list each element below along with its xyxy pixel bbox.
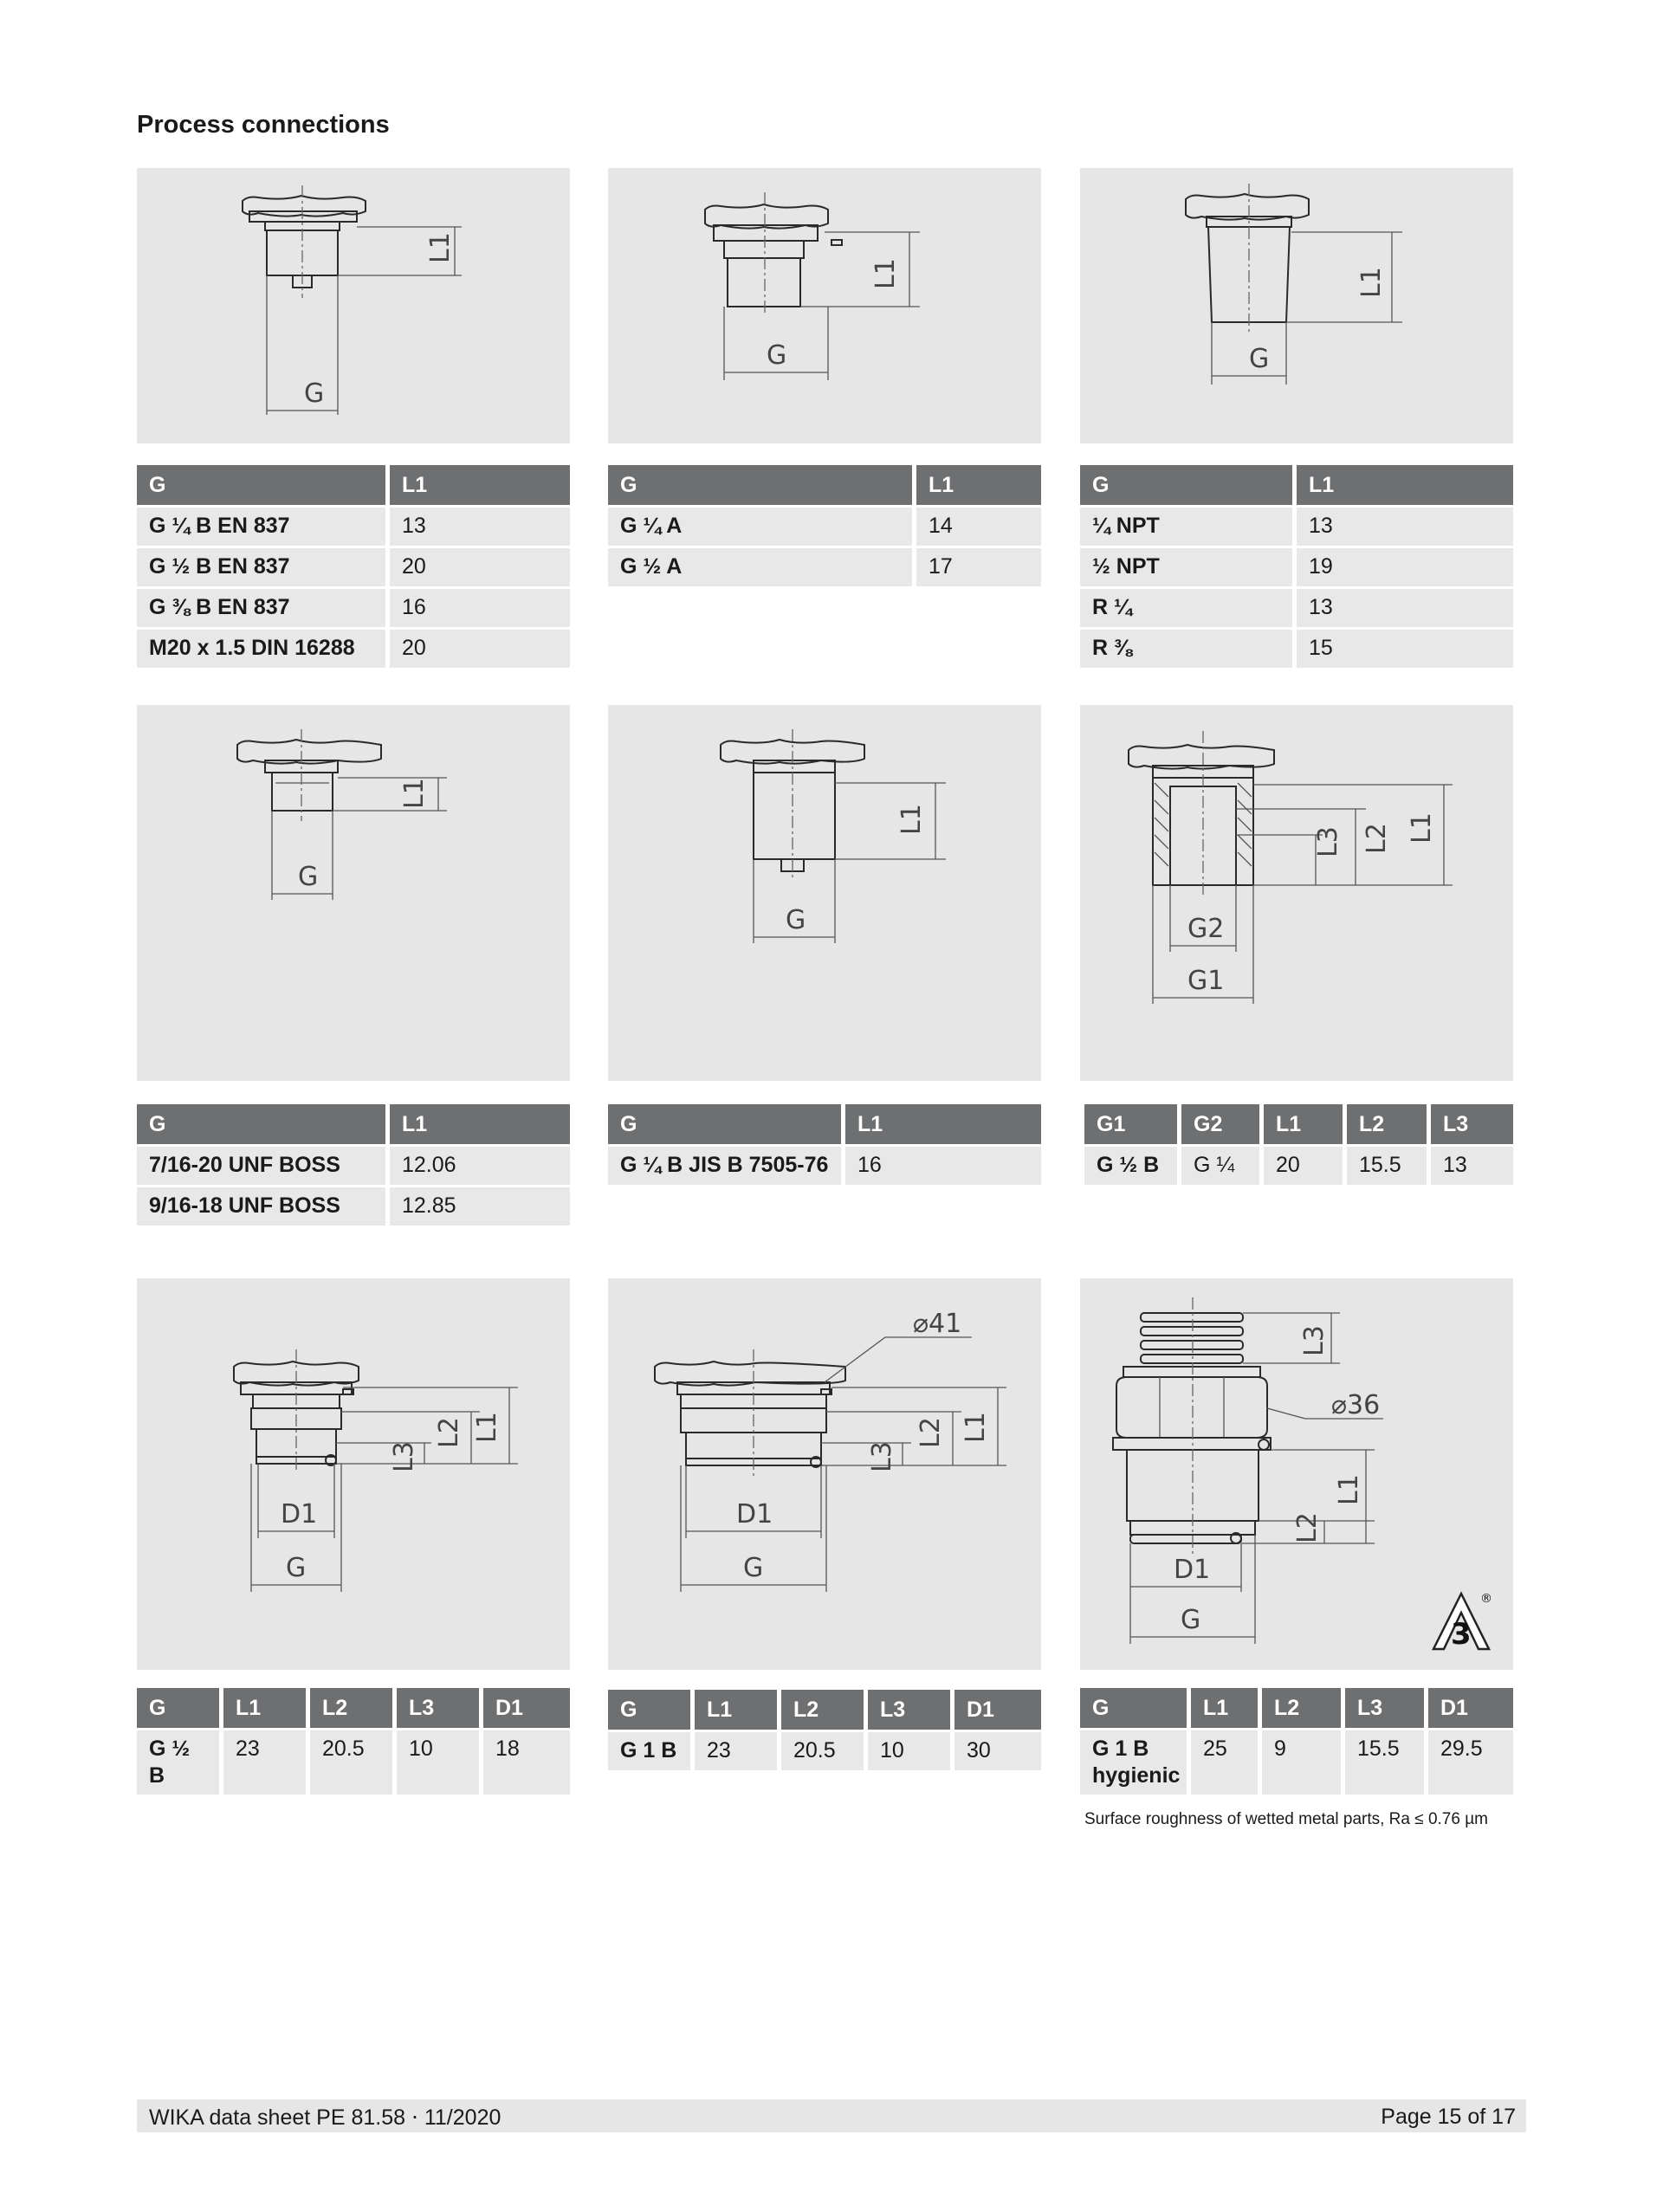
svg-text:G: G	[286, 1553, 307, 1583]
table-row: ½ NPT 19	[1080, 548, 1513, 586]
svg-text:G: G	[786, 905, 806, 935]
table-row: G ½ B EN 837 20	[137, 548, 570, 586]
svg-text:L1: L1	[896, 804, 927, 835]
table-row: G ¼ A 14	[608, 508, 1041, 546]
svg-text:L1: L1	[399, 778, 430, 809]
table-row: G ½ B 23 20.5 10 18	[137, 1730, 570, 1795]
table-row: G ¼ B JIS B 7505-76 16	[608, 1147, 1041, 1185]
table-row: G ¼ B EN 837 13	[137, 508, 570, 546]
table-row: G ½ B G ¼ 20 15.5 13	[1084, 1147, 1513, 1185]
svg-text:L1: L1	[472, 1412, 502, 1443]
svg-text:D1: D1	[736, 1499, 773, 1530]
table-unf: G L1 7/16-20 UNF BOSS 12.06 9/16-18 UNF BOSS 12.85	[137, 1102, 570, 1228]
drawing-gauge-g-a	[608, 168, 1041, 443]
footer-document-id: WIKA data sheet PE 81.58 ⋅ 11/2020	[149, 2105, 501, 2130]
surface-roughness-note: Surface roughness of wetted metal parts, Ra ≤ 0.76 µm	[1084, 1810, 1488, 1828]
table-en837: G L1 G ¼ B EN 837 13 G ½ B EN 837 20 G ⅜ B EN 837 16 M20 x 1.5 DIN 16288 20	[137, 462, 570, 670]
drawing-flush-g-half	[137, 1278, 570, 1670]
svg-text:G1: G1	[1187, 966, 1225, 996]
table-row: R ¼ 13	[1080, 589, 1513, 627]
svg-text:G: G	[767, 340, 787, 371]
svg-text:G: G	[1249, 344, 1270, 374]
drawing-unf-boss	[137, 705, 570, 1081]
table-flush-g-half: G L1 L2 L3 D1 G ½ B 23 20.5 10 18	[137, 1685, 570, 1797]
svg-text:3: 3	[1451, 1617, 1472, 1652]
table-row: ¼ NPT 13	[1080, 508, 1513, 546]
svg-text:D1: D1	[281, 1499, 318, 1530]
dim-l1-label: L1	[425, 232, 456, 263]
svg-text:L2: L2	[1362, 823, 1392, 854]
svg-text:G: G	[298, 862, 319, 892]
drawing-gauge-en837	[137, 168, 570, 443]
table-g-a: G L1 G ¼ A 14 G ½ A 17	[608, 462, 1041, 589]
drawing-hygienic	[1080, 1278, 1513, 1670]
table-row: G ⅜ B EN 837 16	[137, 589, 570, 627]
3a-sanitary-logo	[1433, 1592, 1492, 1652]
drawing-gauge-npt	[1080, 168, 1513, 443]
drawing-jis	[608, 705, 1041, 1081]
svg-text:L1: L1	[870, 258, 901, 289]
dia41-label: ⌀41	[913, 1309, 962, 1339]
svg-text:®: ®	[1480, 1592, 1492, 1606]
svg-text:L2: L2	[916, 1417, 946, 1448]
table-hygienic: G L1 L2 L3 D1 G 1 B hygienic 25 9 15.5 29.5	[1080, 1685, 1513, 1797]
table-row: 9/16-18 UNF BOSS 12.85	[137, 1187, 570, 1226]
table-npt: G L1 ¼ NPT 13 ½ NPT 19 R ¼ 13 R ⅜ 15	[1080, 462, 1513, 670]
drawing-flush-g1	[608, 1278, 1041, 1670]
svg-text:G: G	[743, 1553, 764, 1583]
table-jis: G L1 G ¼ B JIS B 7505-76 16	[608, 1102, 1041, 1187]
svg-text:D1: D1	[1174, 1555, 1211, 1585]
table-row: G 1 B 23 20.5 10 30	[608, 1732, 1041, 1770]
table-flush-g1: G L1 L2 L3 D1 G 1 B 23 20.5 10 30	[608, 1687, 1041, 1773]
svg-text:L3: L3	[867, 1441, 897, 1472]
svg-text:L1: L1	[1407, 812, 1437, 844]
svg-text:L3: L3	[1313, 826, 1343, 857]
svg-text:L3: L3	[1299, 1325, 1330, 1356]
svg-text:G: G	[1181, 1605, 1201, 1635]
svg-text:L3: L3	[389, 1441, 419, 1472]
svg-text:L1: L1	[1356, 267, 1387, 298]
table-row: G 1 B hygienic 25 9 15.5 29.5	[1080, 1730, 1513, 1795]
page-title: Process connections	[137, 111, 390, 139]
dia36-label: ⌀36	[1331, 1390, 1381, 1420]
drawing-female-thread	[1080, 705, 1513, 1081]
svg-text:L1: L1	[1334, 1474, 1364, 1505]
table-row: R ⅜ 15	[1080, 630, 1513, 668]
svg-text:L2: L2	[1292, 1512, 1323, 1543]
page-footer	[137, 2099, 1526, 2132]
table-female: G1 G2 L1 L2 L3 G ½ B G ¼ 20 15.5 13	[1084, 1102, 1513, 1187]
footer-page-number: Page 15 of 17	[1381, 2105, 1516, 2129]
dim-g-label: G	[304, 378, 325, 409]
svg-text:L1: L1	[961, 1412, 991, 1443]
svg-text:G2: G2	[1187, 914, 1225, 944]
table-row: M20 x 1.5 DIN 16288 20	[137, 630, 570, 668]
table-row: G ½ A 17	[608, 548, 1041, 586]
svg-text:L2: L2	[434, 1417, 464, 1448]
table-row: 7/16-20 UNF BOSS 12.06	[137, 1147, 570, 1185]
